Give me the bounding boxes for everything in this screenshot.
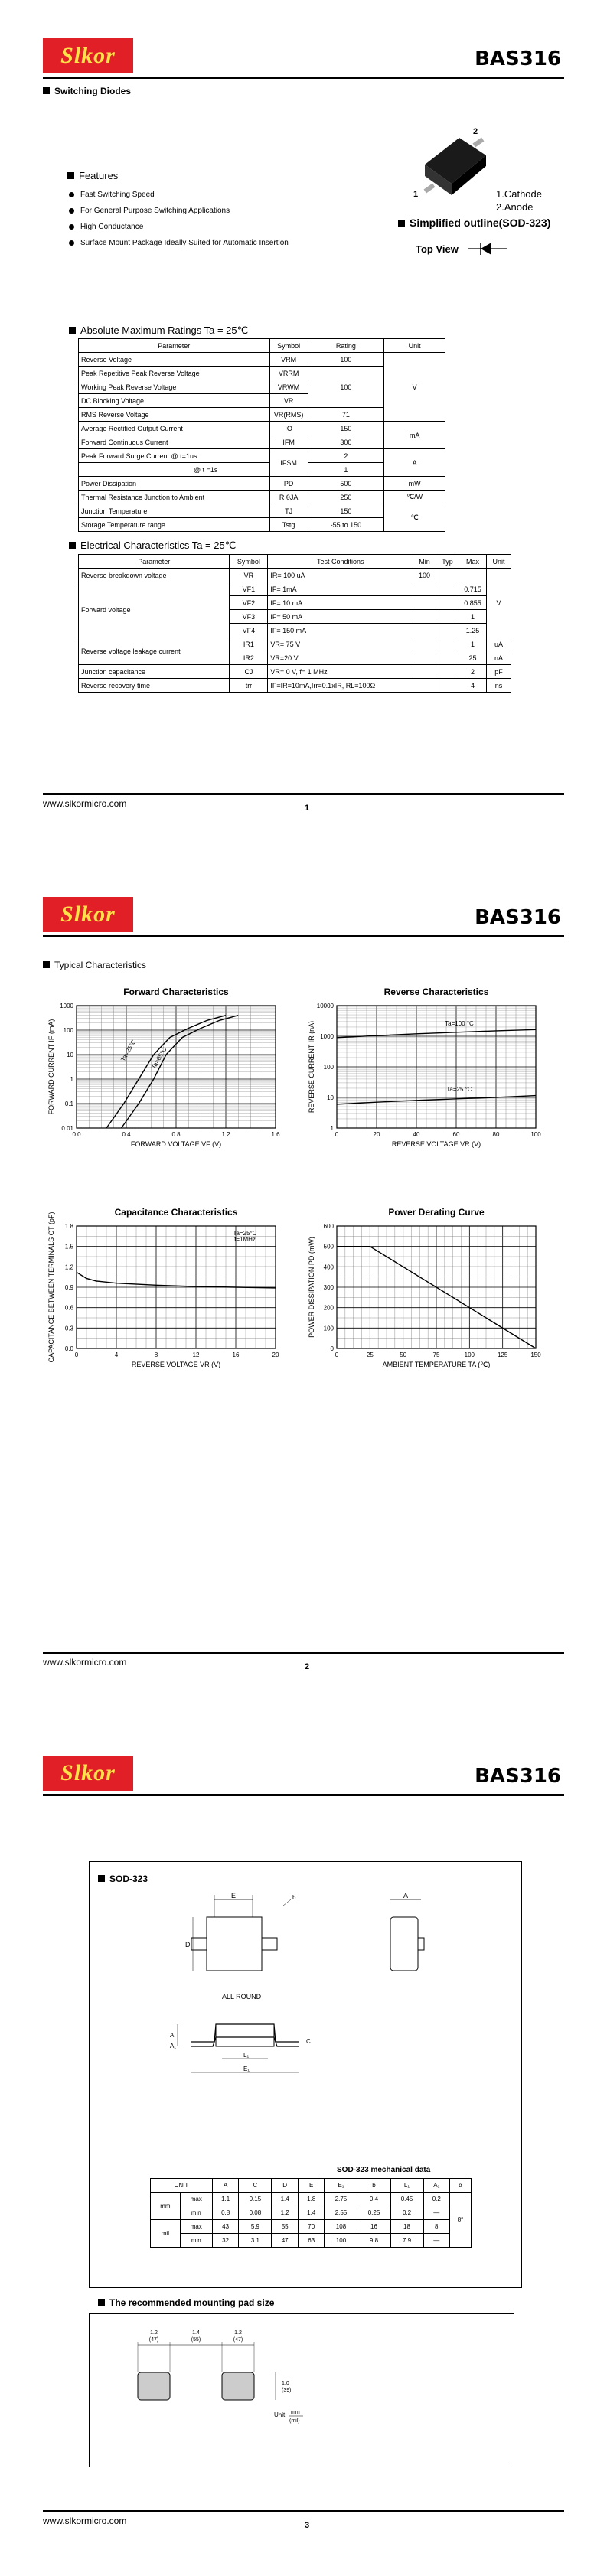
features-list xyxy=(69,187,289,251)
y-tick-label: 0.0 xyxy=(64,1345,73,1352)
table-header: UNIT A C D E E₁ b L₁ A₁ α xyxy=(151,2179,472,2193)
page-number: 3 xyxy=(305,2521,310,2530)
annotation-label: Ta=100 °C xyxy=(445,1020,474,1027)
slkor-logo: Slkor xyxy=(43,1756,133,1791)
x-tick-label: 80 xyxy=(492,1131,500,1138)
y-tick-label: 400 xyxy=(323,1264,334,1271)
feature-item: Fast Switching Speed xyxy=(69,187,289,203)
package-top-view-drawing xyxy=(176,1890,329,1982)
square-bullet-icon xyxy=(98,1875,105,1882)
y-axis-label: CAPACITANCE BETWEEN TERMINALS CT (pF) xyxy=(47,1211,55,1363)
y-tick-label: 1000 xyxy=(320,1033,334,1040)
features-title: Features xyxy=(67,170,118,181)
table-row: DC Blocking Voltage VR xyxy=(79,394,445,408)
table-row: Working Peak Reverse Voltage VRWM xyxy=(79,380,445,394)
y-tick-label: 0.01 xyxy=(61,1125,73,1132)
y-tick-label: 0.9 xyxy=(64,1284,73,1291)
table-row: mil max 43 5.9 55 70 108 16 18 8 xyxy=(151,2220,472,2234)
abs-max-title: Absolute Maximum Ratings Ta = 25℃ xyxy=(69,324,248,337)
capacitance-characteristics-chart xyxy=(46,1203,291,1387)
outline-title: Simplified outline(SOD-323) xyxy=(398,217,550,229)
y-tick-label: 1 xyxy=(330,1125,334,1132)
annotation-label: Ta=25 °C xyxy=(446,1086,472,1093)
x-axis-label: FORWARD VOLTAGE VF (V) xyxy=(130,1140,222,1148)
forward-characteristics-chart xyxy=(46,983,291,1166)
table-row: VF3 IF= 50 mA 1 xyxy=(79,610,511,624)
table-row: @ t =1s 1 xyxy=(79,463,445,477)
dim-e1-label: E₁ xyxy=(243,2066,250,2072)
bullet-icon xyxy=(69,192,74,197)
y-axis-label: REVERSE CURRENT IR (nA) xyxy=(308,1020,315,1114)
table-header: Parameter Symbol Rating Unit xyxy=(79,339,445,353)
y-tick-label: 600 xyxy=(323,1223,334,1230)
slkor-logo: Slkor xyxy=(43,897,133,932)
dim-b-label: b xyxy=(292,1894,296,1901)
x-tick-label: 8 xyxy=(154,1352,158,1358)
pad-dim-1-mm: 1.2 xyxy=(150,2330,158,2336)
x-tick-label: 125 xyxy=(497,1352,508,1358)
y-tick-label: 200 xyxy=(323,1304,334,1312)
feature-item: For General Purpose Switching Applications xyxy=(69,203,289,219)
x-tick-label: 40 xyxy=(413,1131,420,1138)
top-view-label: Top View xyxy=(416,243,459,255)
diode-symbol-icon xyxy=(468,241,507,256)
y-tick-label: 100 xyxy=(63,1027,73,1034)
unit-mil: (mil) xyxy=(289,2418,300,2424)
chart-title: Forward Characteristics xyxy=(123,986,229,997)
pad-dim-2-mil: (55) xyxy=(191,2337,201,2343)
page-1 xyxy=(0,0,607,859)
power-derating-chart xyxy=(306,1203,551,1387)
table-row: Reverse voltage leakage current IR1 VR= 75 V 1 uA xyxy=(79,637,511,651)
y-tick-label: 10000 xyxy=(316,1003,334,1009)
pin-2-label: 2 xyxy=(473,127,478,136)
bullet-icon xyxy=(69,240,74,246)
x-tick-label: 0.8 xyxy=(171,1131,181,1138)
x-tick-label: 25 xyxy=(366,1352,374,1358)
annotation-label: Ta=25°C xyxy=(119,1039,138,1063)
table-row: min 0.8 0.08 1.2 1.4 2.55 0.25 0.2 — xyxy=(151,2206,472,2220)
slkor-logo: Slkor xyxy=(43,38,133,73)
typical-characteristics-title: Typical Characteristics xyxy=(43,960,146,970)
square-bullet-icon xyxy=(69,542,76,549)
part-number: BAS316 xyxy=(475,906,561,929)
x-tick-label: 100 xyxy=(464,1352,475,1358)
x-tick-label: 20 xyxy=(272,1352,279,1358)
table-row: RMS Reverse Voltage VR(RMS) 71 xyxy=(79,408,445,422)
table-row: VF2 IF= 10 mA 0.855 xyxy=(79,596,511,610)
x-tick-label: 75 xyxy=(432,1352,440,1358)
y-tick-label: 1 xyxy=(70,1076,73,1083)
square-bullet-icon xyxy=(43,87,50,94)
y-tick-label: 10 xyxy=(327,1094,334,1101)
annotation-label: Ta=25°C xyxy=(233,1230,257,1237)
dim-l1-label: L₁ xyxy=(243,2052,250,2059)
table-row: Average Rectified Output Current IO 150 mA xyxy=(79,422,445,435)
annotation-label: Ta=85°C xyxy=(150,1046,168,1071)
table-row: Thermal Resistance Junction to Ambient R θJA 250 ℃/W xyxy=(79,491,445,504)
table-row: min 32 3.1 47 63 100 9.8 7.9 — xyxy=(151,2234,472,2248)
table-row: Forward voltage VF1 IF= 1mA 0.715 xyxy=(79,582,511,596)
x-tick-label: 12 xyxy=(192,1352,200,1358)
x-axis-label: AMBIENT TEMPERATURE TA (℃) xyxy=(382,1361,491,1368)
package-side-view-drawing xyxy=(375,1890,452,1982)
y-tick-label: 100 xyxy=(323,1064,334,1071)
pad-size-title: The recommended mounting pad size xyxy=(98,2297,274,2308)
table-row: Peak Forward Surge Current @ t=1us IFSM 2 A xyxy=(79,449,445,463)
part-number: BAS316 xyxy=(475,47,561,70)
pin-descriptions: 1.Cathode 2.Anode xyxy=(496,188,542,213)
table-row: Reverse recovery time trr IF=IR=10mA,Irr=0.1xIR, RL=100Ω 4 ns xyxy=(79,679,511,693)
table-row: mm max 1.1 0.15 1.4 1.8 2.75 0.4 0.45 0.2 8° xyxy=(151,2193,472,2206)
reverse-characteristics-chart xyxy=(306,983,551,1166)
chart-title: Reverse Characteristics xyxy=(383,986,489,997)
table-row: Reverse breakdown voltage VR IR= 100 uA 100 V xyxy=(79,569,511,582)
y-tick-label: 0 xyxy=(330,1345,334,1352)
table-row: Storage Temperature range Tstg -55 to 150 xyxy=(79,518,445,532)
table-row: Junction capacitance CJ VR= 0 V, f= 1 MHz 2 pF xyxy=(79,665,511,679)
dim-a-side-label: A xyxy=(170,2032,175,2039)
part-number: BAS316 xyxy=(475,1765,561,1788)
table-row: Forward Continuous Current IFM 300 xyxy=(79,435,445,449)
package-front-view-drawing xyxy=(168,1990,352,2082)
y-tick-label: 1.2 xyxy=(64,1264,73,1271)
x-tick-label: 50 xyxy=(400,1352,407,1358)
x-tick-label: 1.2 xyxy=(221,1131,230,1138)
feature-item: Surface Mount Package Ideally Suited for Automatic Insertion xyxy=(69,235,289,251)
pad-dim-2-mm: 1.4 xyxy=(192,2330,200,2336)
y-tick-label: 100 xyxy=(323,1325,334,1332)
y-tick-label: 1.8 xyxy=(64,1223,73,1230)
package-title: SOD-323 xyxy=(98,1873,148,1884)
sod323-package-image xyxy=(413,126,498,199)
mounting-pad-drawing xyxy=(138,2327,337,2449)
pad-dim-4-mil: (39) xyxy=(282,2388,292,2393)
y-axis-label: POWER DISSIPATION PD (mW) xyxy=(308,1237,315,1338)
unit-label: Unit: xyxy=(274,2411,287,2418)
footer-rule xyxy=(43,2510,564,2512)
chart-title: Capacitance Characteristics xyxy=(114,1207,238,1218)
elec-char-table xyxy=(78,554,511,693)
square-bullet-icon xyxy=(67,172,74,179)
bullet-icon xyxy=(69,208,74,214)
square-bullet-icon xyxy=(398,220,405,227)
x-axis-label: REVERSE VOLTAGE VR (V) xyxy=(391,1140,481,1148)
x-tick-label: 1.6 xyxy=(271,1131,280,1138)
y-tick-label: 500 xyxy=(323,1243,334,1251)
mech-data-title: SOD-323 mechanical data xyxy=(337,2166,431,2174)
y-tick-label: 0.6 xyxy=(64,1304,73,1312)
footer-rule xyxy=(43,1652,564,1654)
pad-dim-3-mil: (47) xyxy=(233,2337,243,2343)
x-tick-label: 150 xyxy=(530,1352,541,1358)
x-tick-label: 60 xyxy=(452,1131,460,1138)
table-header: Parameter Symbol Test Conditions Min Typ Max Unit xyxy=(79,555,511,569)
x-axis-label: REVERSE VOLTAGE VR (V) xyxy=(131,1361,221,1368)
x-tick-label: 0 xyxy=(74,1352,79,1358)
all-round-label: ALL ROUND xyxy=(222,1993,262,2000)
table-row: Junction Temperature TJ 150 ℃ xyxy=(79,504,445,518)
unit-mm: mm xyxy=(291,2410,300,2415)
square-bullet-icon xyxy=(43,961,50,968)
y-tick-label: 300 xyxy=(323,1284,334,1291)
y-tick-label: 0.3 xyxy=(64,1325,73,1332)
product-type: Switching Diodes xyxy=(43,86,131,96)
y-tick-label: 10 xyxy=(67,1052,73,1058)
page-number: 2 xyxy=(305,1662,310,1671)
x-tick-label: 20 xyxy=(373,1131,380,1138)
pad-dim-1-mil: (47) xyxy=(148,2337,159,2343)
x-tick-label: 0 xyxy=(335,1352,339,1358)
pad-dim-3-mm: 1.2 xyxy=(234,2330,242,2336)
x-tick-label: 100 xyxy=(530,1131,541,1138)
y-tick-label: 1.5 xyxy=(64,1243,73,1251)
dim-a-label: A xyxy=(403,1892,409,1899)
x-tick-label: 0.0 xyxy=(72,1131,81,1138)
header-rule xyxy=(43,77,564,79)
y-axis-label: FORWARD CURRENT IF (mA) xyxy=(47,1019,55,1115)
feature-item: High Conductance xyxy=(69,219,289,235)
elec-char-title: Electrical Characteristics Ta = 25℃ xyxy=(69,540,236,552)
dim-c-label: C xyxy=(306,2038,311,2045)
website-link[interactable]: www.slkormicro.com xyxy=(43,798,127,809)
x-tick-label: 0 xyxy=(335,1131,339,1138)
table-row: Reverse Voltage VRM 100 V xyxy=(79,353,445,367)
page-number: 1 xyxy=(305,804,310,813)
dim-e-label: E xyxy=(230,1892,237,1899)
bullet-icon xyxy=(69,224,74,230)
square-bullet-icon xyxy=(69,327,76,334)
pin-1-label: 1 xyxy=(413,190,419,199)
page-2 xyxy=(0,859,607,1717)
table-row: IR2 VR=20 V 25 nA xyxy=(79,651,511,665)
table-row: VF4 IF= 150 mA 1.25 xyxy=(79,624,511,637)
header-rule xyxy=(43,935,564,937)
x-tick-label: 0.4 xyxy=(122,1131,131,1138)
chart-title: Power Derating Curve xyxy=(388,1207,485,1218)
dim-a1-label: A₁ xyxy=(170,2043,177,2049)
website-link[interactable]: www.slkormicro.com xyxy=(43,1657,127,1668)
x-tick-label: 16 xyxy=(232,1352,240,1358)
footer-rule xyxy=(43,793,564,795)
annotation-label: f=1MHz xyxy=(234,1236,256,1243)
table-row: Peak Repetitive Peak Reverse Voltage VRRM 100 xyxy=(79,367,445,380)
header-rule xyxy=(43,1794,564,1796)
mech-data-table xyxy=(150,2178,472,2248)
y-tick-label: 1000 xyxy=(60,1003,73,1009)
website-link[interactable]: www.slkormicro.com xyxy=(43,2516,127,2526)
x-tick-label: 4 xyxy=(114,1352,119,1358)
table-row: Power Dissipation PD 500 mW xyxy=(79,477,445,491)
dim-d-label: D xyxy=(185,1941,191,1948)
abs-max-table xyxy=(78,338,445,532)
square-bullet-icon xyxy=(98,2299,105,2306)
y-tick-label: 0.1 xyxy=(64,1101,73,1107)
pad-dim-4-mm: 1.0 xyxy=(282,2381,289,2386)
